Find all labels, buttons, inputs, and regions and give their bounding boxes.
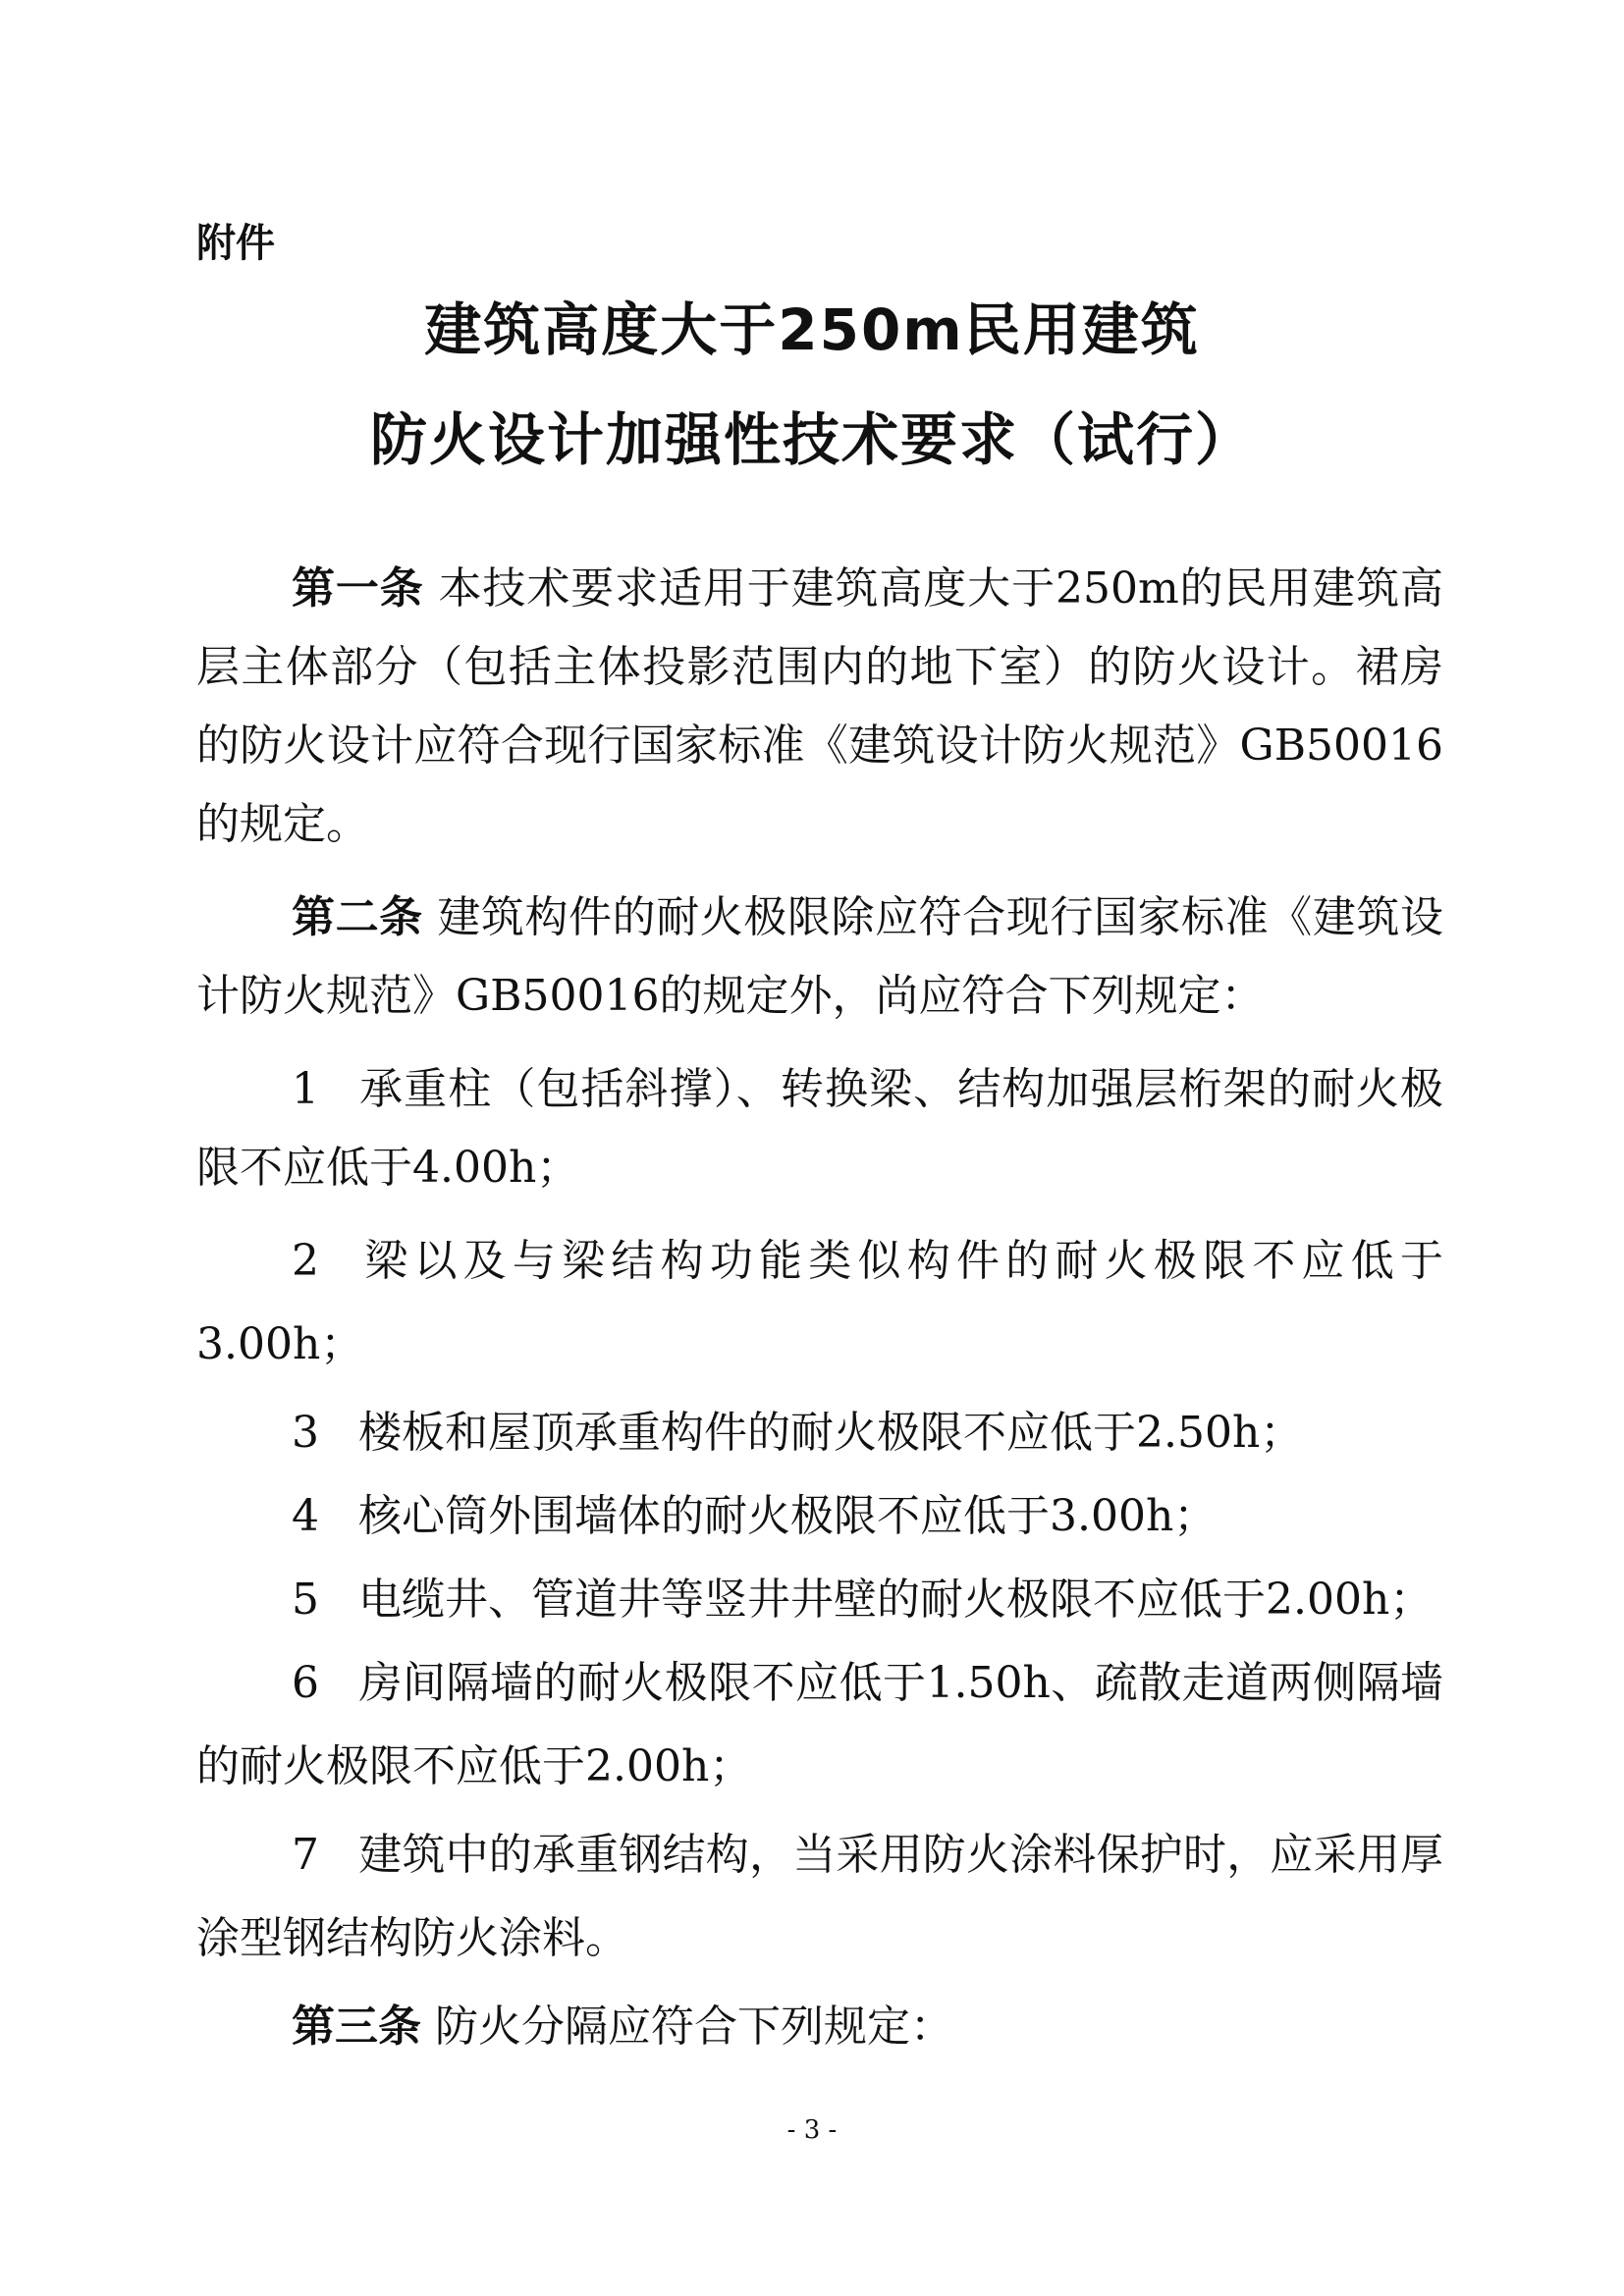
- list-item-1-continuation: 限不应低于4.00h；: [196, 1143, 580, 1193]
- list-item-3: [292, 1404, 1443, 1463]
- list-item-6: [292, 1654, 1443, 1713]
- list-item-text: 核心筒外围墙体的耐火极限不应低于3.00h；: [358, 1491, 1218, 1541]
- article-1-text-line-4: 的规定。: [196, 799, 369, 849]
- list-item-2-continuation: 3.00h；: [196, 1319, 364, 1369]
- article-1-heading: 第一条: [292, 563, 424, 614]
- list-item-1: [292, 1060, 1443, 1119]
- document-title-line-1: 建筑高度大于250m民用建筑: [424, 296, 1200, 363]
- article-1-text-line-1: 本技术要求适用于建筑高度大于250m的民用建筑高: [438, 563, 1443, 614]
- list-item-6-continuation: 的耐火极限不应低于2.00h；: [196, 1741, 753, 1791]
- list-item-number: 7: [292, 1830, 319, 1880]
- document-title-line-2: 防火设计加强性技术要求（试行）: [369, 406, 1254, 473]
- list-item-text: 房间隔墙的耐火极限不应低于1.50h、疏散走道两侧隔墙: [358, 1658, 1443, 1708]
- article-2-text-line-1: 建筑构件的耐火极限除应符合现行国家标准《建筑设: [437, 892, 1444, 942]
- list-item-number: 6: [292, 1658, 319, 1708]
- article-1-text-line-3: 的防火设计应符合现行国家标准《建筑设计防火规范》GB50016: [196, 721, 1443, 771]
- list-item-5: [292, 1571, 1443, 1629]
- attachment-label: 附件: [196, 221, 275, 266]
- list-item-number: 4: [292, 1491, 319, 1541]
- list-item-number: 3: [292, 1408, 319, 1458]
- list-item-7: [292, 1826, 1443, 1885]
- article-1-text-line-2: 层主体部分（包括主体投影范围内的地下室）的防火设计。裙房: [196, 642, 1443, 692]
- article-2-first-line: [292, 888, 1443, 947]
- article-2-heading: 第二条: [292, 892, 423, 942]
- list-item-text: 建筑中的承重钢结构，当采用防火涂料保护时，应采用厚: [358, 1830, 1443, 1880]
- list-item-text: 承重柱（包括斜撑）、转换梁、结构加强层桁架的耐火极: [358, 1064, 1443, 1114]
- list-item-4: [292, 1487, 1443, 1546]
- list-item-text: 楼板和屋顶承重构件的耐火极限不应低于2.50h；: [358, 1408, 1304, 1458]
- article-3-first-line: [292, 1998, 1443, 2056]
- article-2-text-line-2: 计防火规范》GB50016的规定外，尚应符合下列规定：: [196, 971, 1265, 1021]
- list-item-7-continuation: 涂型钢结构防火涂料。: [196, 1913, 628, 1963]
- list-item-text: 梁以及与梁结构功能类似构件的耐火极限不应低于: [358, 1236, 1443, 1286]
- article-3-heading: 第三条: [292, 2002, 421, 2052]
- list-item-number: 2: [292, 1236, 319, 1286]
- article-3-text-line-1: 防火分隔应符合下列规定：: [435, 2002, 953, 2052]
- list-item-number: 1: [292, 1064, 319, 1114]
- list-item-text: 电缆井、管道井等竖井井壁的耐火极限不应低于2.00h；: [358, 1575, 1434, 1625]
- list-item-2: [292, 1232, 1443, 1291]
- page-number: - 3 -: [786, 2115, 838, 2145]
- list-item-number: 5: [292, 1575, 319, 1625]
- article-1-first-line: [292, 560, 1443, 618]
